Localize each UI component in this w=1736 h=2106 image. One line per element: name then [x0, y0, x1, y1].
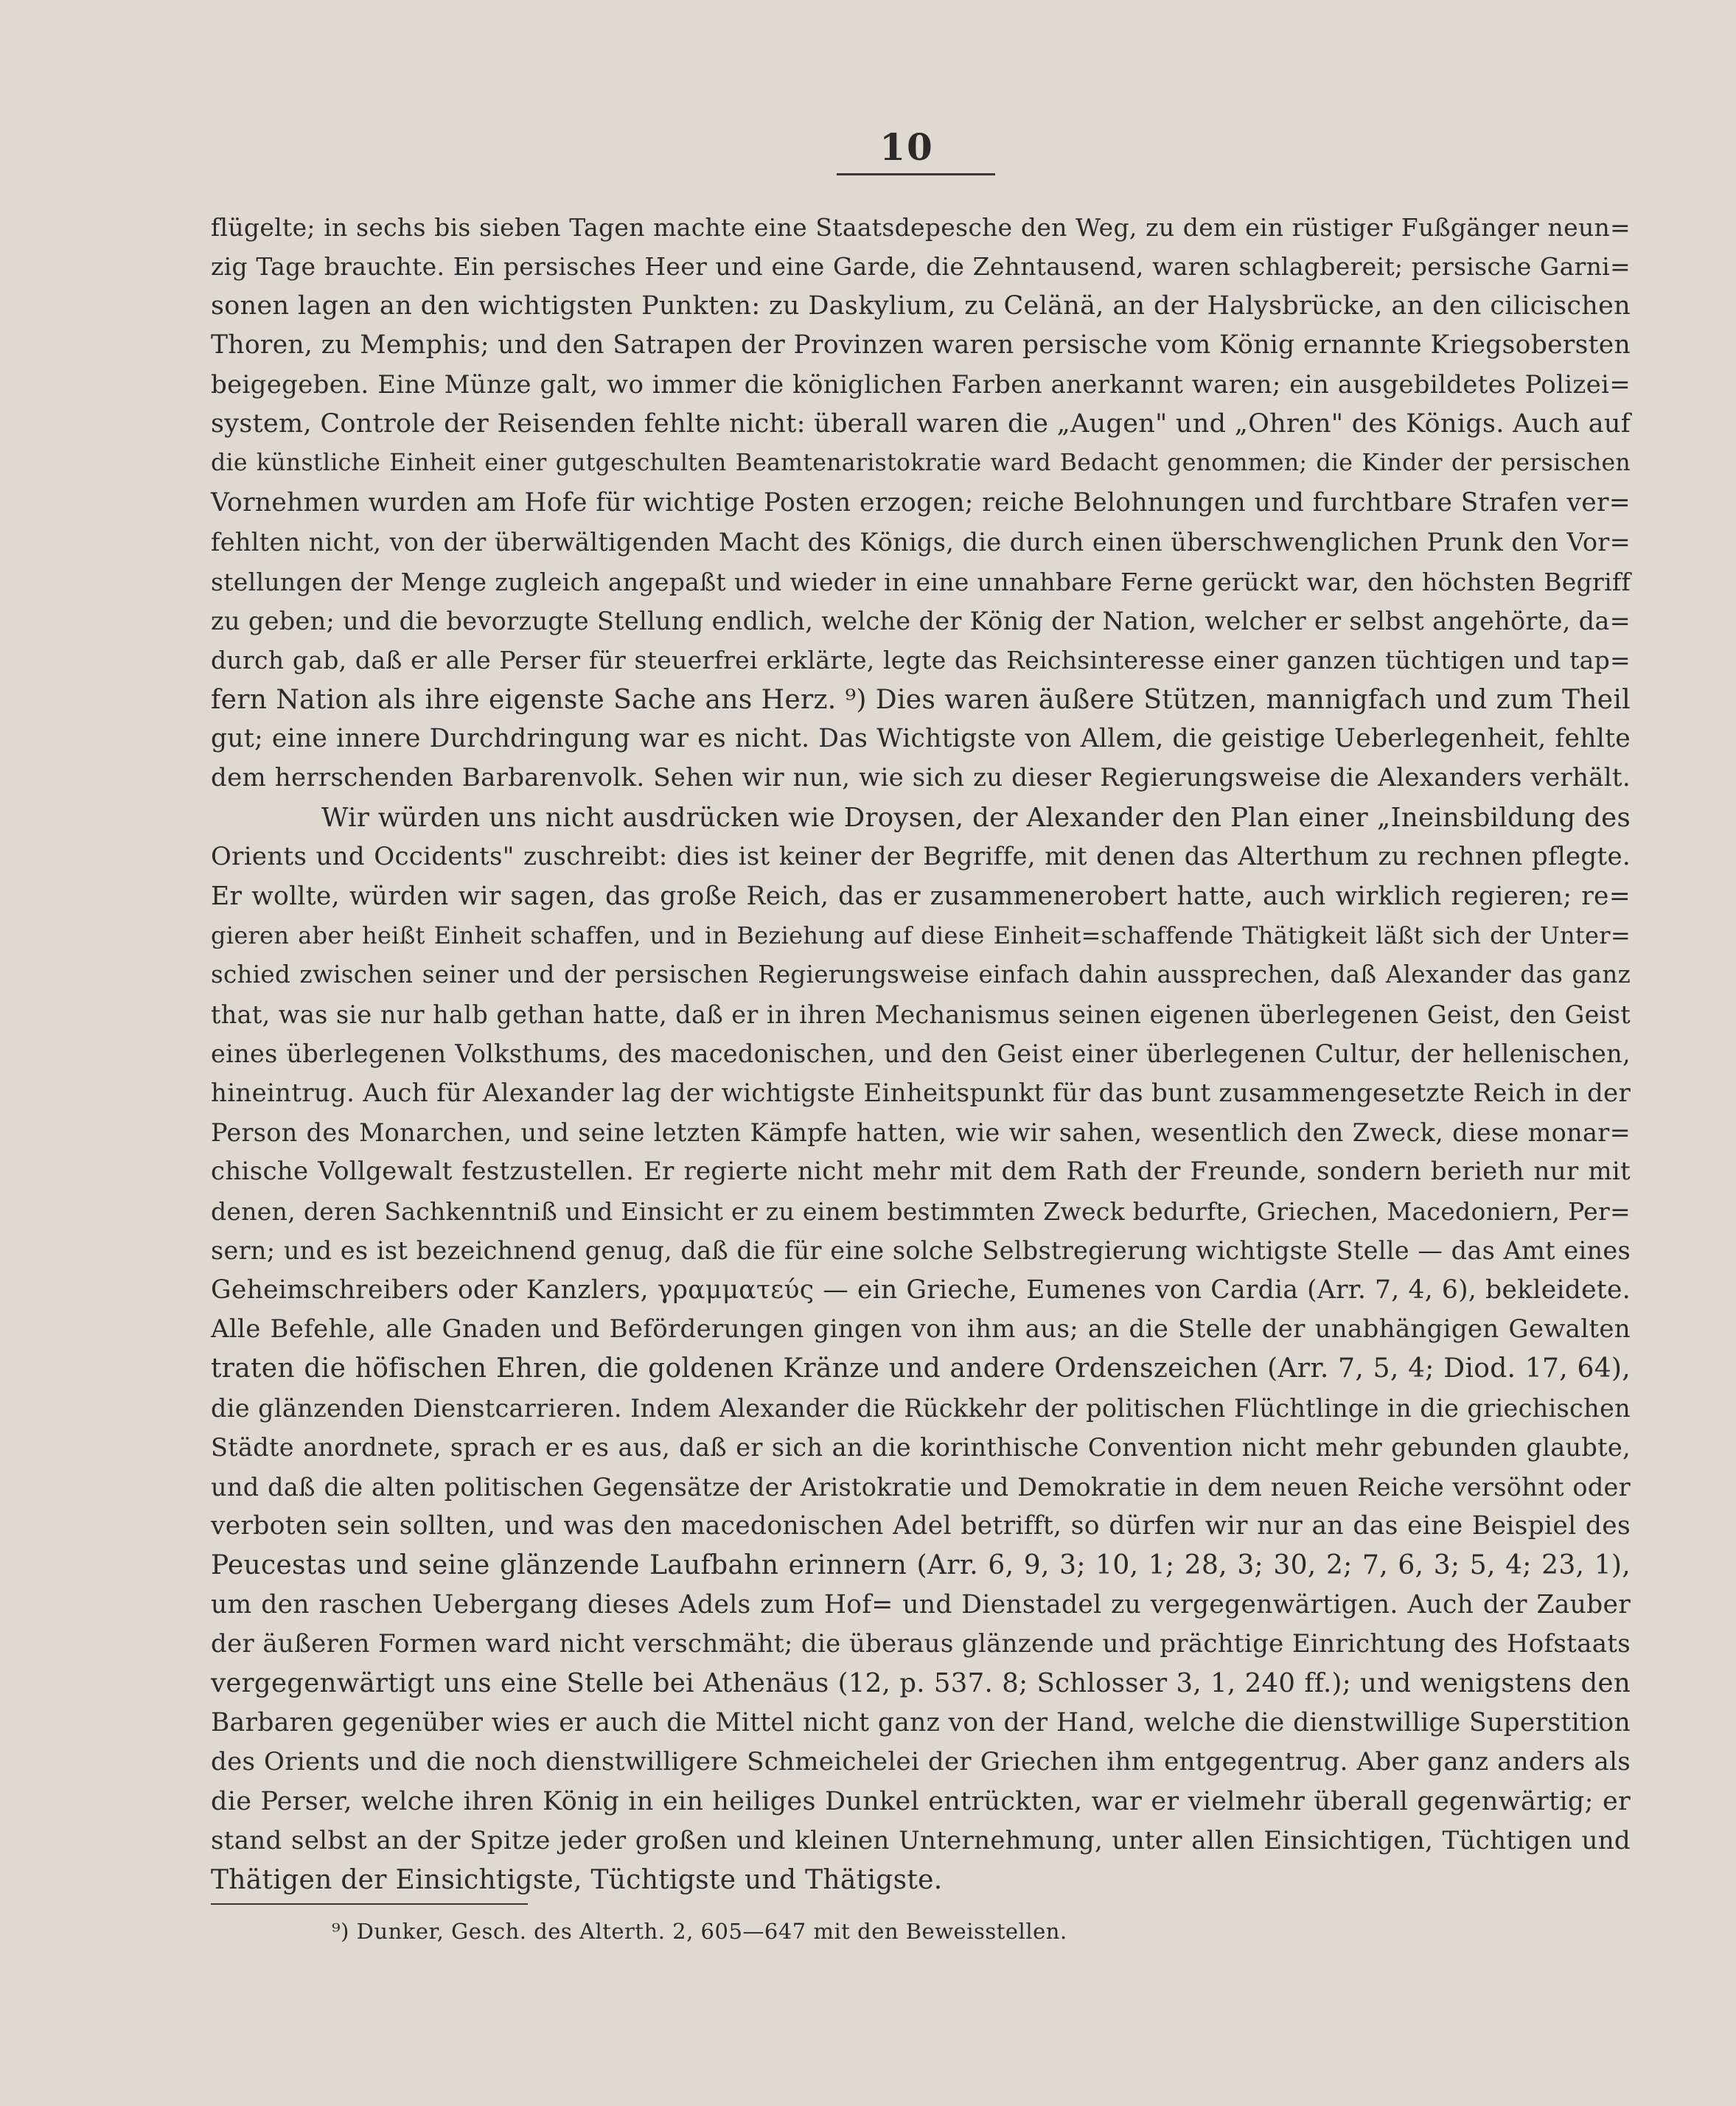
text-line: gieren aber heißt Einheit schaffen, und in Beziehung auf diese Einheit=schaffende Thätigkeit läßt sich der Unter= [211, 921, 1631, 950]
footnote: ⁹) Dunker, Gesch. des Alterth. 2, 605—647 mit den Beweisstellen. [332, 1919, 1067, 1944]
text-line: verboten sein sollten, und was den macedonischen Adel betrifft, so dürfen wir nur an das eine Beispiel des [211, 1510, 1631, 1541]
text-line: that, was sie nur halb gethan hatte, daß er in ihren Mechanismus seinen eigenen überlegenen Geist, den Geist [211, 1000, 1631, 1029]
text-line: Person des Monarchen, und seine letzten Kämpfe hatten, wie wir sahen, wesentlich den Zweck, diese monar= [211, 1117, 1631, 1147]
text-line: schied zwischen seiner und der persischen Regierungsweise einfach dahin aussprechen, daß Alexander das ganz [211, 960, 1631, 989]
text-line: der äußeren Formen ward nicht verschmäht; die überaus glänzende und prächtige Einrichtung des Hofstaats [211, 1629, 1631, 1659]
text-line: eines überlegenen Volksthums, des macedonischen, und den Geist einer überlegenen Cultur, der hellenischen, [211, 1039, 1631, 1069]
text-line: durch gab, daß er alle Perser für steuerfrei erklärte, legte das Reichsinteresse einer ganzen tüchtigen und tap= [211, 646, 1631, 675]
text-line: vergegenwärtigt uns eine Stelle bei Athenäus (12, p. 537. 8; Schlosser 3, 1, 240 ff.); und wenigstens den [211, 1668, 1631, 1699]
text-line: sonen lagen an den wichtigsten Punkten: zu Daskylium, zu Celänä, an der Halysbrücke, an den cilicischen [211, 290, 1631, 321]
text-line: chische Vollgewalt festzustellen. Er regierte nicht mehr mit dem Rath der Freunde, sondern berieth nur mit [211, 1157, 1631, 1187]
footnote-rule [211, 1903, 528, 1905]
text-line: fern Nation als ihre eigenste Sache ans Herz. ⁹) Dies waren äußere Stützen, mannigfach und zum Theil [211, 684, 1631, 715]
text-line: stand selbst an der Spitze jeder großen und kleinen Unternehmung, unter allen Einsichtigen, Tüchtigen und [211, 1826, 1631, 1856]
text-line: um den raschen Uebergang dieses Adels zum Hof= und Dienstadel zu vergegenwärtigen. Auch der Zauber [211, 1589, 1631, 1619]
page-number-rule [837, 173, 995, 175]
text-line: Thätigen der Einsichtigste, Tüchtigste und Thätigste. [211, 1865, 943, 1896]
text-line: die glänzenden Dienstcarrieren. Indem Alexander die Rückkehr der politischen Flüchtlinge in die griechischen [211, 1393, 1631, 1423]
text-line: Vornehmen wurden am Hofe für wichtige Posten erzogen; reiche Belohnungen und furchtbare Strafen ver= [211, 487, 1631, 517]
text-line: beigegeben. Eine Münze galt, wo immer die königlichen Farben anerkannt waren; ein ausgebildetes Polizei= [211, 369, 1631, 400]
text-line: Barbaren gegenüber wies er auch die Mittel nicht ganz von der Hand, welche die dienstwillige Superstition [211, 1707, 1631, 1737]
text-line: die Perser, welche ihren König in ein heiliges Dunkel entrückten, war er vielmehr überall gegenwärtig; er [211, 1786, 1631, 1816]
body-text [211, 208, 1631, 1900]
text-line: zig Tage brauchte. Ein persisches Heer und eine Garde, die Zehntausend, waren schlagbereit; persische Garni= [211, 252, 1631, 282]
text-line: und daß die alten politischen Gegensätze der Aristokratie und Demokratie in dem neuen Reiche versöhnt oder [211, 1472, 1631, 1502]
text-line: gut; eine innere Durchdringung war es nicht. Das Wichtigste von Allem, die geistige Ueberlegenheit, fehlte [211, 724, 1631, 754]
text-line: traten die höfischen Ehren, die goldenen Kränze und andere Ordenszeichen (Arr. 7, 5, 4; Diod. 17, 64), [211, 1353, 1631, 1384]
text-line: hineintrug. Auch für Alexander lag der wichtigste Einheitspunkt für das bunt zusammengesetzte Reich in der [211, 1078, 1631, 1108]
text-line: Peucestas und seine glänzende Laufbahn erinnern (Arr. 6, 9, 3; 10, 1; 28, 3; 30, 2; 7, 6, 3; 5, 4; 23, 1), [211, 1550, 1631, 1581]
text-line: Städte anordnete, sprach er es aus, daß er sich an die korinthische Convention nicht mehr gebunden glaubte, [211, 1433, 1631, 1462]
text-line: stellungen der Menge zugleich angepaßt und wieder in eine unnahbare Ferne gerückt war, den höchsten Begriff [211, 567, 1631, 596]
text-line: Geheimschreibers oder Kanzlers, γραμματεύς — ein Grieche, Eumenes von Cardia (Arr. 7, 4, 6), bekleidete. [211, 1275, 1631, 1305]
text-line: denen, deren Sachkenntniß und Einsicht er zu einem bestimmten Zweck bedurfte, Griechen, Macedoniern, Per= [211, 1196, 1631, 1226]
text-line: flügelte; in sechs bis sieben Tagen machte eine Staatsdepesche den Weg, zu dem ein rüstiger Fußgänger neun= [211, 213, 1631, 242]
text-line: die künstliche Einheit einer gutgeschulten Beamtenaristokratie ward Bedacht genommen; die Kinder der persischen [211, 450, 1631, 477]
text-line: dem herrschenden Barbarenvolk. Sehen wir nun, wie sich zu dieser Regierungsweise die Alexanders verhält. [211, 763, 1631, 793]
text-line: Thoren, zu Memphis; und den Satrapen der Provinzen waren persische vom König ernannte Kriegsobersten [211, 330, 1631, 360]
text-line: sern; und es ist bezeichnend genug, daß die für eine solche Selbstregierung wichtigste Stelle — das Amt eines [211, 1236, 1631, 1266]
text-line: Wir würden uns nicht ausdrücken wie Droysen, der Alexander den Plan einer „Ineinsbildung des [321, 802, 1631, 833]
text-line: Er wollte, würden wir sagen, das große Reich, das er zusammenerobert hatte, auch wirklich regieren; re= [211, 881, 1631, 911]
text-line: system, Controle der Reisenden fehlte nicht: überall waren die „Augen" und „Ohren" des Königs. Auch auf [211, 408, 1631, 439]
text-line: fehlten nicht, von der überwältigenden Macht des Königs, die durch einen überschwenglichen Prunk den Vor= [211, 528, 1631, 557]
text-line: Alle Befehle, alle Gnaden und Beförderungen gingen von ihm aus; an die Stelle der unabhängigen Gewalten [211, 1314, 1631, 1344]
text-line: Orients und Occidents" zuschreibt: dies ist keiner der Begriffe, mit denen das Alterthum zu rechnen pflegte. [211, 842, 1631, 872]
page-number: 10 [879, 125, 934, 169]
text-line: des Orients und die noch dienstwilligere Schmeichelei der Griechen ihm entgegentrug. Aber ganz anders als [211, 1747, 1631, 1777]
text-line: zu geben; und die bevorzugte Stellung endlich, welche der König der Nation, welcher er selbst angehörte, da= [211, 606, 1631, 635]
